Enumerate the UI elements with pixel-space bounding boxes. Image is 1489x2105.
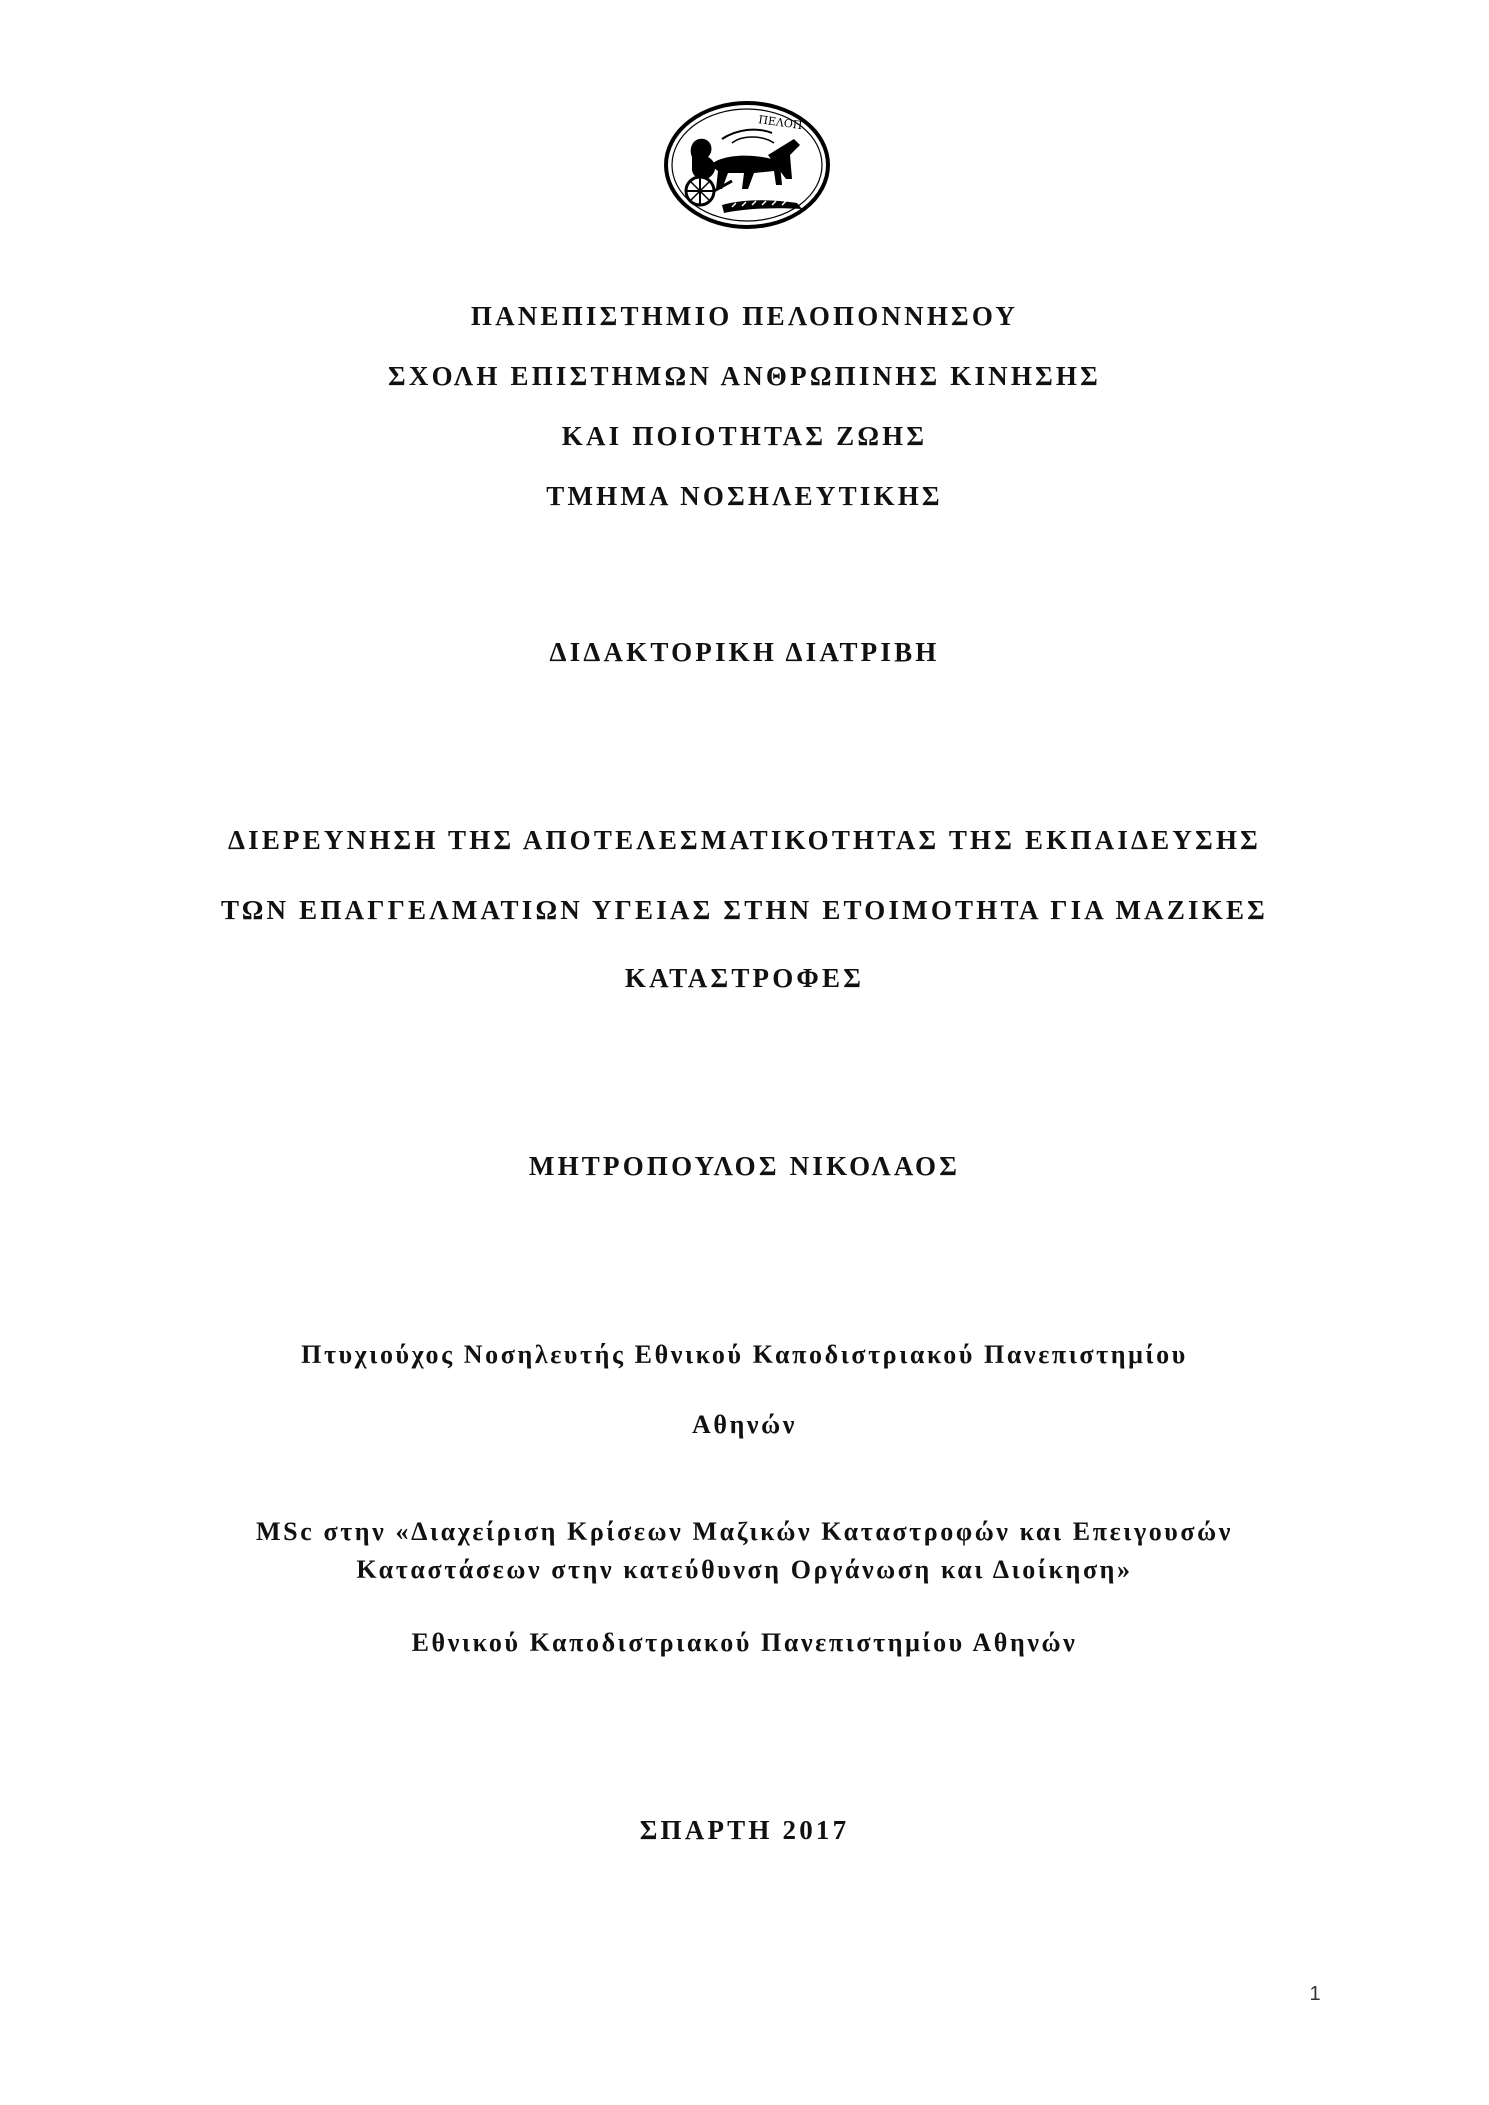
place-and-year: ΣΠΑΡΤΗ 2017 bbox=[639, 1815, 850, 1845]
author-name: ΜΗΤΡΟΠΟΥΛΟΣ ΝΙΚΟΛΑΟΣ bbox=[528, 1151, 961, 1181]
school-name-line-2: ΚΑΙ ΠΟΙΟΤΗΤΑΣ ΖΩΗΣ bbox=[561, 421, 928, 451]
thesis-title-line-2: ΤΩΝ ΕΠΑΓΓΕΛΜΑΤΙΩΝ ΥΓΕΙΑΣ ΣΤΗΝ ΕΤΟΙΜΟΤΗΤΑ ΓΙΑ ΜΑΖΙΚΕΣ bbox=[220, 895, 1269, 925]
svg-text:ΠΕΛΟΠ: ΠΕΛΟΠ bbox=[757, 113, 804, 133]
thesis-title-line-1: ΔΙΕΡΕΥΝΗΣΗ ΤΗΣ ΑΠΟΤΕΛΕΣΜΑΤΙΚΟΤΗΤΑΣ ΤΗΣ ΕΚΠΑΙΔΕΥΣΗΣ bbox=[227, 825, 1262, 855]
school-name-line-1: ΣΧΟΛΗ ΕΠΙΣΤΗΜΩΝ ΑΝΘΡΩΠΙΝΗΣ ΚΙΝΗΣΗΣ bbox=[388, 361, 1101, 391]
thesis-title-line-3: ΚΑΤΑΣΤΡΟΦΕΣ bbox=[624, 963, 865, 993]
university-name: ΠΑΝΕΠΙΣΤΗΜΙΟ ΠΕΛΟΠΟΝΝΗΣΟΥ bbox=[470, 301, 1019, 331]
degree-line-1: Πτυχιούχος Νοσηλευτής Εθνικού Καποδιστριακού Πανεπιστημίου bbox=[301, 1340, 1188, 1369]
msc-line-1: MSc στην «Διαχείριση Κρίσεων Μαζικών Καταστροφών και Επειγουσών bbox=[256, 1517, 1233, 1546]
document-type: ΔΙΔΑΚΤΟΡΙΚΗ ΔΙΑΤΡΙΒΗ bbox=[549, 637, 940, 667]
degree-line-2: Αθηνών bbox=[692, 1410, 797, 1439]
msc-university: Εθνικού Καποδιστριακού Πανεπιστημίου Αθηνών bbox=[411, 1628, 1078, 1657]
msc-line-2: Καταστάσεων στην κατεύθυνση Οργάνωση και Διοίκηση» bbox=[356, 1555, 1133, 1584]
department-name: ΤΜΗΜΑ ΝΟΣΗΛΕΥΤΙΚΗΣ bbox=[546, 481, 943, 511]
university-seal-logo bbox=[662, 99, 832, 231]
page-number: 1 bbox=[1309, 1983, 1321, 2005]
